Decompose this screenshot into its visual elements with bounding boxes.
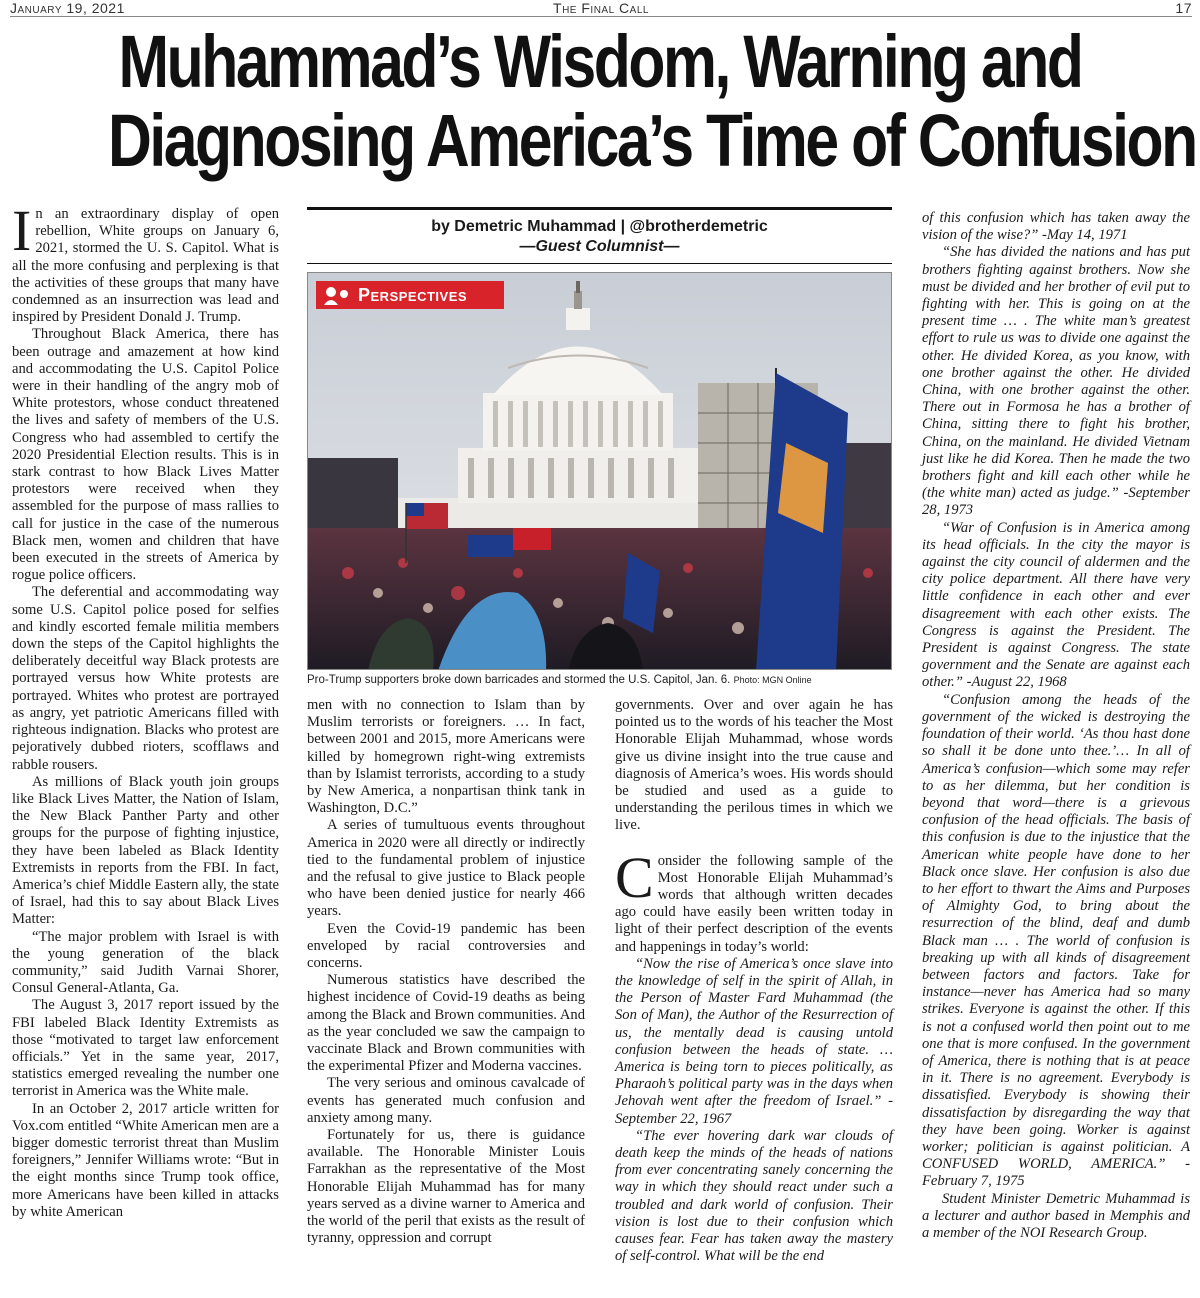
paragraph: “The major problem with Israel is with the young generation of the black community,” said Judith Varnai Shorer, Consul General-Atlanta, Ga. xyxy=(12,928,279,997)
paragraph-text: onsider the following sample of the Most Honorable Elijah Muhammad’s words that although written decades ago could have easily been written today in light of their perfect description of the events and happenings in today’s world: xyxy=(615,852,893,955)
perspectives-logo xyxy=(316,281,504,309)
byline-author: by Demetric Muhammad | @brotherdemetric xyxy=(431,218,768,235)
publication-name: The Final Call xyxy=(553,0,649,16)
paragraph: As millions of Black youth join groups like Black Lives Matter, the Nation of Islam, the New Black Panther Party and other groups for the purpose of fighting injustice, they have been labeled as Black Identity Extremists in reports from the FBI. In fact, America’s chief Middle Eastern ally, the state of Israel, had this to say about Black Lives Matter: xyxy=(12,773,279,928)
paragraph: Numerous statistics have described the highest incidence of Covid-19 deaths as being among the Black and Brown communities. And as the year concluded we saw the campaign to vaccinate Black and Brown communities with the experimental Pfizer and Moderna vaccines. xyxy=(307,972,585,1075)
drop-cap: I xyxy=(12,198,32,263)
author-bio: Student Minister Demetric Muhammad is a lecturer and author based in Memphis and a member of the NOI Research Group. xyxy=(922,1190,1190,1241)
capitol-illustration xyxy=(308,273,892,670)
paragraph: The deferential and accommodating way some U.S. Capitol police posed for selfies and kindly escorted female militia members down the steps of the Capitol highlights the deliberately deceitful way Black protests are portrayed versus how White protests are portrayed. Whites who protest are portrayed as angry, yet patriotic Americans filled with righteous indignation. Blacks who protest are pejoratively dubbed rioters, scofflaws and rabble rousers. xyxy=(12,584,279,773)
headline-line-2: Diagnosing America’s Time of Confusion xyxy=(108,99,1196,182)
byline-box xyxy=(307,207,892,264)
paragraph: The very serious and ominous cavalcade of events has generated much confusion and anxiety among many. xyxy=(307,1075,585,1126)
paragraph: men with no connection to Islam than by Muslim terrorists or foreigners. … In fact, between 2001 and 2015, more Americans were killed by homegrown right-wing extremists than by Islamist terrorists, according to a study by New America, a nonpartisan think tank in Washington, D.C.” xyxy=(307,697,585,817)
quote-paragraph: “She has divided the nations and has put brothers fighting against brothers. Now she must be divided and her brother of evil put to fighting with her. This is going on at the present time … . The white man’s greatest effort to rule us was to divide one against the other. He divided Korea, as you know, with one brother against the other. He divided China, with one brother against the other. There out in Formosa he has a brother of China, sitting there to fight his brother, China, on the mainland. He divided Vietnam just like he did Korea. Then he made the two brothers fight and kill each other while he (the white man) acted as judge.” -September 28, 1973 xyxy=(922,244,1190,519)
paragraph: In an October 2, 2017 article written for Vox.com entitled “White American men are a bigger domestic terrorist threat than Muslim foreigners,” Jennifer Williams wrote: “But in the eight months since Trump took office, more Americans have been killed in attacks by white American xyxy=(12,1100,279,1220)
paragraph: A series of tumultuous events throughout America in 2020 were all directly or indirectly tied to the fundamental problem of injustice and the refusal to give justice to Black people who have been denied justice for nearly 466 years. xyxy=(307,817,585,920)
perspectives-label: Perspectives xyxy=(358,284,468,305)
paragraph xyxy=(615,844,893,956)
paragraph: governments. Over and over again he has pointed us to the words of his teacher the Most Honorable Elijah Muhammad, whose words give us divine insight into the true cause and diagnosis of America’s woes. His words should be studied and used as a guide to understanding the perilous times in which we live. xyxy=(615,697,893,834)
paragraph: Fortunately for us, there is guidance available. The Honorable Minister Louis Farrakhan as the representative of the Most Honorable Elijah Muhammad has for many years served as a divine warner to America and the world of the peril that exists as the result of tyranny, oppression and corrupt xyxy=(307,1127,585,1247)
quote-paragraph: “Now the rise of America’s once slave into the knowledge of self in the spirit of Allah, in the Person of Master Fard Muhammad (the Son of Man), the Author of the Resurrection of us, the mentally dead is causing untold confusion between the heads of state. … America is being torn to pieces politically, as Pharaoh’s political party was in the days when Jehovah went after the freedom of Israel.” -September 22, 1967 xyxy=(615,955,893,1127)
article-column-2 xyxy=(307,697,585,1248)
article-column-3 xyxy=(615,697,893,1266)
headline-line-1: Muhammad’s Wisdom, Warning and xyxy=(118,20,1082,103)
article-column-1 xyxy=(12,198,279,1221)
photo-caption xyxy=(307,674,892,686)
page-number: 17 xyxy=(1175,0,1192,16)
headline xyxy=(108,20,1196,182)
paragraph: Throughout Black America, there has been outrage and amazement at how kind and accommodating the U.S. Capitol Police were in their handling of the angry mob of White protestors, whose conduct threatened the lives and safety of members of the U.S. Congress who had assembled to certify the 2020 Presidential Election results. This is in stark contrast to how Black Lives Matter protestors were received when they assembled for the purpose of mass rallies to call for justice in the case of the numerous Black men, women and children that have been executed in the streets of America by rogue police officers. xyxy=(12,326,279,584)
quote-paragraph: “The ever hovering dark war clouds of death keep the minds of the heads of nations from ever concentrating sanely concerning the way in which they should react under such a troubled and dark world of confusion. Their vision is lost due to their confusion which causes fear. Fear has taken away the mastery of self-control. What will be the end xyxy=(615,1127,893,1265)
quote-paragraph: of this confusion which has taken away the vision of the wise?” -May 14, 1971 xyxy=(922,210,1190,244)
photo-credit: Photo: MGN Online xyxy=(733,675,812,685)
caption-text: Pro-Trump supporters broke down barricades and stormed the U.S. Capitol, Jan. 6. xyxy=(307,674,731,686)
issue-date: January 19, 2021 xyxy=(10,0,125,16)
paragraph-text: n an extraordinary display of open rebellion, White groups on January 6, 2021, stormed the U. S. Capitol. What is all the more confusing and perplexing is that the activities of these groups that many have condemned as an insurrection was lead and inspired by President Donald J. Trump. xyxy=(12,206,279,326)
paragraph: Even the Covid-19 pandemic has been enveloped by racial controversies and concerns. xyxy=(307,920,585,972)
byline-role: —Guest Columnist— xyxy=(519,238,680,255)
quote-paragraph: “War of Confusion is in America among its head officials. In the city the mayor is against the city council of aldermen and the city police department. All there have very little confidence in each other and ever disagreement with each other exists. The Congress is against the President. The President is against Congress. The state government and the Senate are against each other.” -August 22, 1968 xyxy=(922,519,1190,691)
perspectives-mark-icon xyxy=(322,285,352,305)
quote-paragraph: “Confusion among the heads of the government of the wicked is destroying the foundation of their world. ‘As thou hast done so shall it be done unto thee.’… In all of America’s confusion—which some may refer to as her dilemma, but her condition is beyond that word—there is a grievous confusion of the head officials. The basis of this confusion is due to the injustice that the American white people have done to her Black once slave. Her confusion is also due to her effort to thwart the Aims and Purposes of Almighty God, to bring about the resurrection of the blind, deaf and dumb Black man … . The world of confusion is breaking up with all kinds of disagreement between factors and factors. Take for instance—never has America had so many strikes. Everyone is against the other. If this is not a confused world then point out to me one that is more confused. In the government of America, there is nothing that is at peace in it. There is no agreement. Everybody is dissatisfied. Everybody is showing their dissatisfaction by disregarding the way that they have been going. Worker is against worker; politician is against politician. A CONFUSED WORLD, AMERICA.” -February 7, 1975 xyxy=(922,691,1190,1190)
capitol-photo xyxy=(307,272,892,670)
paragraph xyxy=(12,198,279,326)
paragraph: The August 3, 2017 report issued by the FBI labeled Black Identity Extremists as those “motivated to target law enforcement officials.” Yet in the same year, 2017, statistics emerged revealing the number one terrorist in America was the White male. xyxy=(12,997,279,1100)
page-folio xyxy=(10,0,1192,17)
drop-cap: C xyxy=(615,844,654,910)
article-column-4 xyxy=(922,210,1190,1242)
